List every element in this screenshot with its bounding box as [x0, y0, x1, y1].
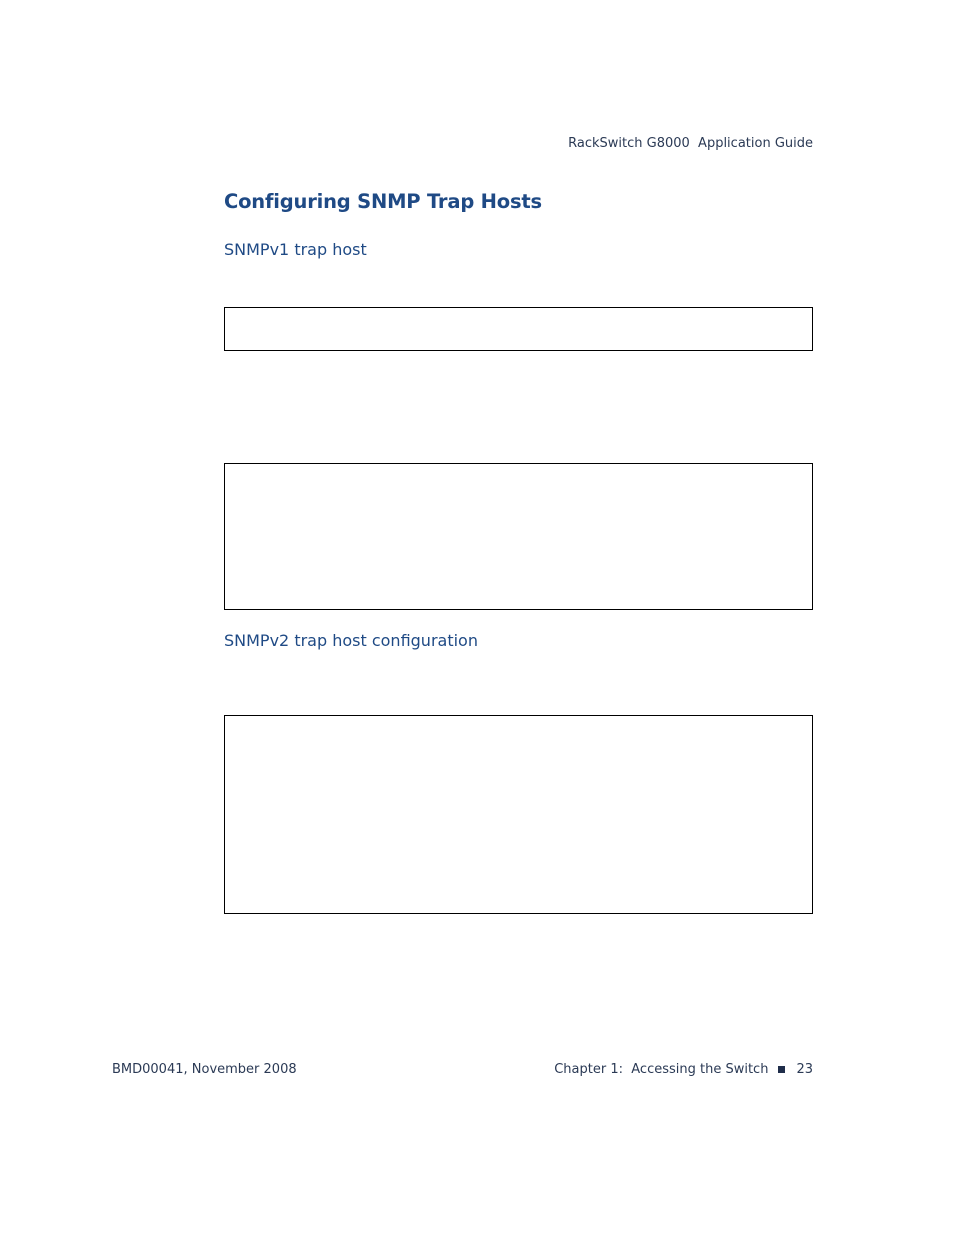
running-head: RackSwitch G8000 Application Guide	[568, 136, 813, 151]
code-box	[224, 463, 813, 610]
page-number: 23	[796, 1062, 813, 1077]
code-box	[224, 715, 813, 914]
subsection-title-snmpv2: SNMPv2 trap host configuration	[224, 631, 478, 650]
code-box	[224, 307, 813, 351]
section-title: Configuring SNMP Trap Hosts	[224, 190, 542, 213]
subsection-title-snmpv1: SNMPv1 trap host	[224, 240, 367, 259]
square-bullet-icon	[778, 1066, 785, 1073]
footer-chapter-info	[554, 1062, 813, 1077]
footer-doc-id: BMD00041, November 2008	[112, 1062, 297, 1077]
footer-chapter: Chapter 1: Accessing the Switch	[554, 1062, 769, 1077]
